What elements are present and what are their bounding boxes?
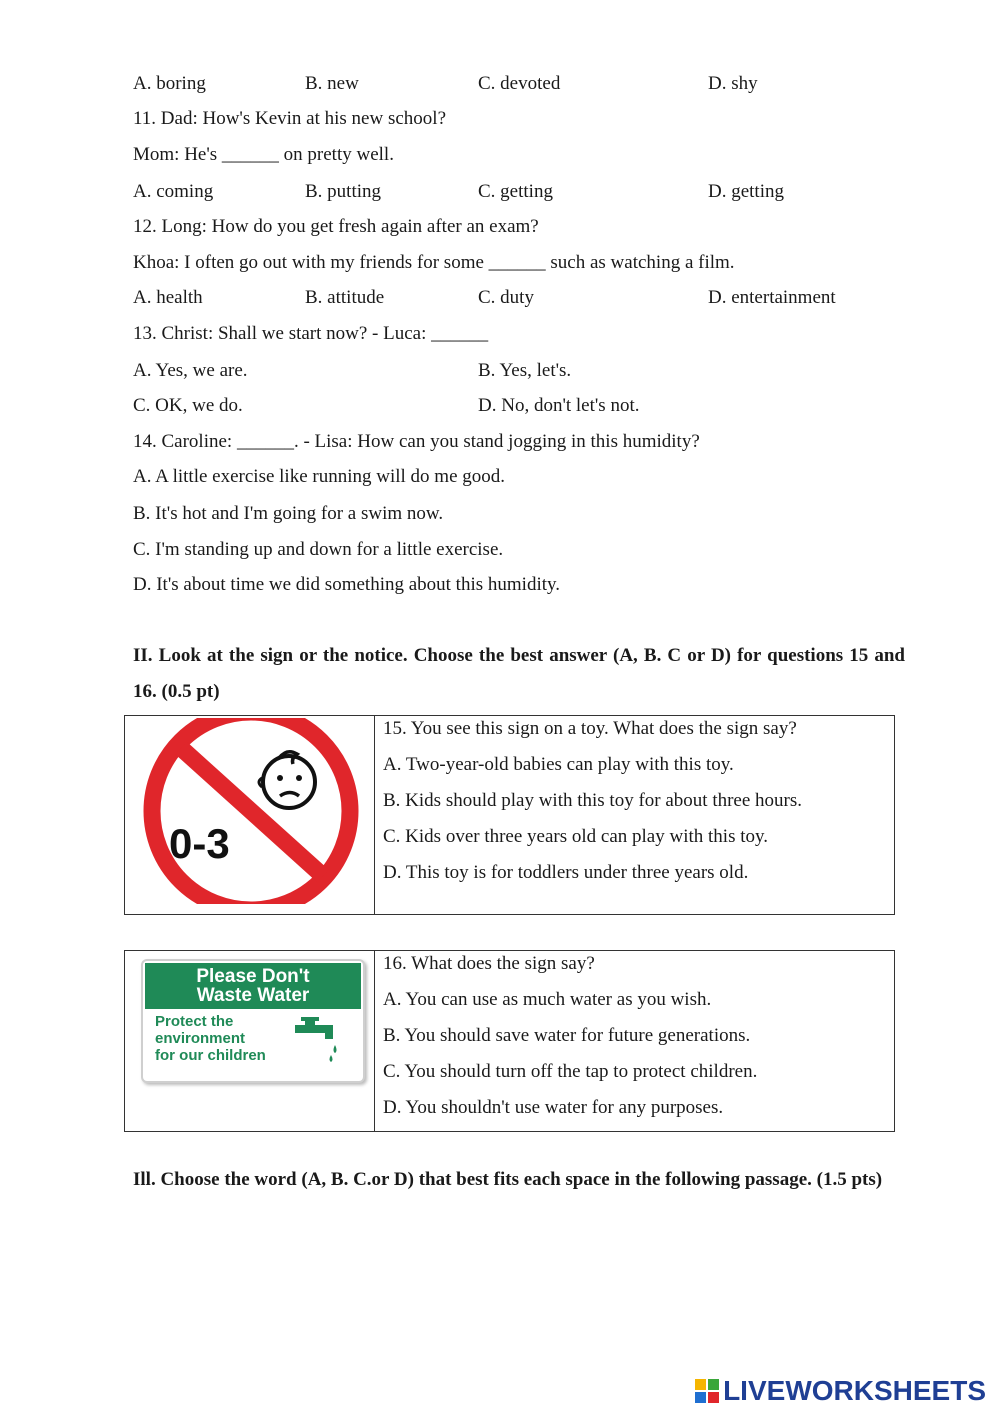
no-toddlers-sign-image [139,718,363,904]
q13-question: 13. Christ: Shall we start now? - Luca: ______ [133,323,489,344]
q10-option-c: C. devoted [478,73,561,94]
sign-green-header [145,963,361,1009]
liveworksheets-logo-icon [695,1379,719,1403]
q14-option-b: B. It's hot and I'm going for a swim now. [133,503,444,524]
water-tap-icon [291,1015,345,1063]
q12-option-a: A. health [133,287,203,308]
sign-sub-line-3: for our children [155,1047,266,1064]
q11-question: 11. Dad: How's Kevin at his new school? [133,108,446,129]
q12-option-c: C. duty [478,287,534,308]
q14-option-c: C. I'm standing up and down for a little exercise. [133,539,504,560]
q14-option-a: A. A little exercise like running will do me good. [133,466,506,487]
q13-options-row1 [133,359,893,383]
sign-title-line-1: Please Don't [196,966,310,987]
q10-options [133,72,893,96]
q11-options [133,180,893,204]
q16-text-cell [383,952,888,1132]
q15-option-c: C. Kids over three years old can play with this toy. [383,826,769,847]
q15-question: 15. You see this sign on a toy. What does the sign say? [383,718,797,739]
q16-option-a: A. You can use as much water as you wish. [383,989,712,1010]
section-2-heading: II. Look at the sign or the notice. Choose the best answer (A, B. C or D) for questions 15 and 16. (0.5 pt) [133,645,905,702]
q15-column-divider [374,716,375,914]
baby-face-icon [259,752,315,808]
q15-text-cell [383,717,888,897]
q14-question: 14. Caroline: ______. - Lisa: How can you stand jogging in this humidity? [133,431,700,452]
save-water-sign [141,959,365,1083]
q16-option-b: B. You should save water for future generations. [383,1025,751,1046]
liveworksheets-brand-text: LIVEWORKSHEETS [723,1375,986,1406]
q13-option-a: A. Yes, we are. [133,360,248,381]
q13-options-row2 [133,394,893,418]
q12-question: 12. Long: How do you get fresh again after an exam? [133,216,539,237]
q14-option-d: D. It's about time we did something about this humidity. [133,574,561,595]
sign-sub-line-1: Protect the [155,1013,234,1030]
no-toddlers-sign [139,718,363,904]
q16-option-c: C. You should turn off the tap to protect children. [383,1061,758,1082]
q16-option-d: D. You shouldn't use water for any purposes. [383,1097,724,1118]
q13-option-b: B. Yes, let's. [478,360,572,381]
sign-sub-line-2: environment [155,1030,246,1047]
q12-option-b: B. attitude [305,287,385,308]
q12-options [133,286,893,310]
q11-option-d: D. getting [708,181,784,202]
q11-line2: Mom: He's ______ on pretty well. [133,144,394,165]
sign-subtext [155,1013,266,1064]
q15-option-a: A. Two-year-old babies can play with this toy. [383,754,734,775]
q16-question: 16. What does the sign say? [383,953,595,974]
q16-table [124,950,895,1132]
sign-age-text: 0-3 [169,820,230,867]
q12-option-d: D. entertainment [708,287,836,308]
q11-option-c: C. getting [478,181,553,202]
q11-option-b: B. putting [305,181,382,202]
liveworksheets-logo [695,1376,986,1406]
q10-option-b: B. new [305,73,359,94]
q15-table [124,715,895,915]
q12-line2: Khoa: I often go out with my friends for some ______ such as watching a film. [133,252,735,273]
q10-option-d: D. shy [708,73,758,94]
q11-option-a: A. coming [133,181,214,202]
q16-column-divider [374,951,375,1131]
q10-option-a: A. boring [133,73,206,94]
sign-title-line-2: Waste Water [196,985,310,1006]
q15-option-d: D. This toy is for toddlers under three years old. [383,862,749,883]
q13-option-c: C. OK, we do. [133,395,243,416]
section-3-heading: Ill. Choose the word (A, B. C.or D) that best fits each space in the following passage. (1.5 pts) [133,1169,883,1190]
q15-option-b: B. Kids should play with this toy for about three hours. [383,790,803,811]
q13-option-d: D. No, don't let's not. [478,395,640,416]
